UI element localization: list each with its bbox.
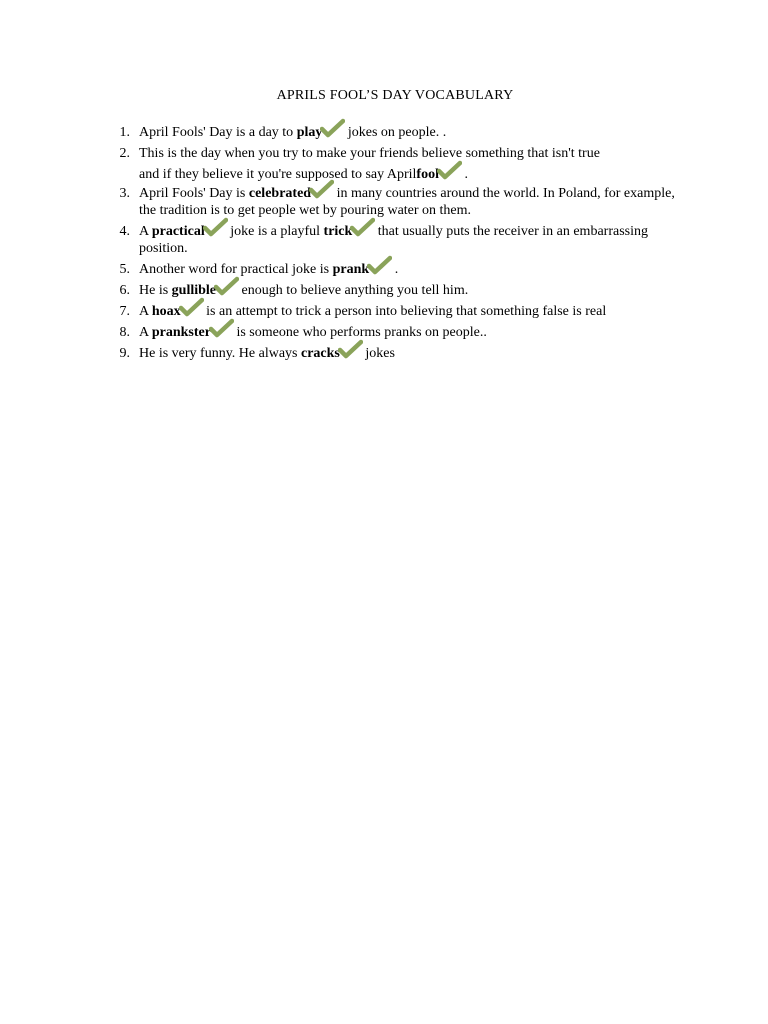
list-item (0, 185, 680, 223)
check-icon (203, 217, 228, 237)
item-number: 8. (119, 325, 130, 340)
item-number: 7. (119, 304, 130, 319)
check-icon (320, 118, 345, 138)
item-text: joke is a playful (226, 224, 324, 239)
check-icon (179, 297, 204, 317)
answer-text: prank (332, 262, 370, 277)
answer-word (301, 345, 340, 362)
item-number: 6. (119, 283, 130, 298)
item-text: that usually puts the receiver in an embarrassing position. (139, 224, 648, 256)
item-text: A (139, 325, 152, 340)
item-text: April Fools' Day is (139, 186, 249, 201)
check-icon (437, 160, 462, 180)
item-number: 2. (119, 146, 130, 161)
check-icon (309, 179, 334, 199)
answer-text: celebrated (248, 186, 312, 201)
answer-word (152, 324, 211, 341)
item-number: 1. (119, 125, 130, 140)
item-text: A (139, 224, 152, 239)
answer-word (249, 185, 311, 202)
check-icon (350, 217, 375, 237)
item-text: is someone who performs pranks on people.. (232, 325, 487, 340)
item-number: 4. (119, 224, 130, 239)
item-number: 5. (119, 262, 130, 277)
item-text: jokes on people. . (344, 125, 447, 140)
item-text: in many countries around the world. In Poland, for example, the tradition is to get people wet by pouring water on them. (139, 186, 675, 218)
item-text: This is the day when you try to make your friends believe something that isn't true (139, 146, 600, 161)
item-text: He is (139, 283, 172, 298)
list-item (0, 223, 680, 261)
item-text: . (391, 262, 399, 277)
answer-text: fool (416, 167, 439, 182)
item-number: 9. (119, 346, 130, 361)
item-text: . (460, 167, 468, 182)
check-icon (338, 339, 363, 359)
check-icon (209, 318, 234, 338)
answer-text: play (296, 125, 323, 140)
answer-text: prankster (151, 325, 211, 340)
answer-text: cracks (301, 346, 340, 361)
item-text: is an attempt to trick a person into believing that something false is real (202, 304, 607, 319)
answer-word (152, 223, 205, 240)
answer-text: hoax (151, 304, 181, 319)
answer-word (416, 166, 439, 183)
check-icon (367, 255, 392, 275)
check-icon (214, 276, 239, 296)
answer-word (297, 124, 323, 141)
item-text: He is very funny. He always (139, 346, 301, 361)
item-text: A (139, 304, 152, 319)
answer-word (324, 223, 353, 240)
item-text: April Fools' Day is a day to (139, 125, 297, 140)
answer-word (333, 261, 370, 278)
page-title: APRILS FOOL’S DAY VOCABULARY (276, 88, 514, 103)
item-text: enough to believe anything you tell him. (238, 283, 469, 298)
item-text: Another word for practical joke is (139, 262, 333, 277)
list-item (0, 124, 680, 145)
answer-text: gullible (171, 283, 217, 298)
item-text: jokes (361, 346, 395, 361)
list-item (0, 145, 680, 185)
list-item (0, 345, 680, 366)
list-item (0, 303, 680, 324)
list-item (0, 282, 680, 303)
answer-text: trick (323, 224, 353, 239)
item-number: 3. (119, 186, 130, 201)
answer-word (152, 303, 181, 320)
list-item (0, 261, 680, 282)
item-text: and if they believe it you're supposed to say April (139, 167, 417, 182)
vocabulary-list (0, 124, 680, 366)
answer-text: practical (151, 224, 205, 239)
